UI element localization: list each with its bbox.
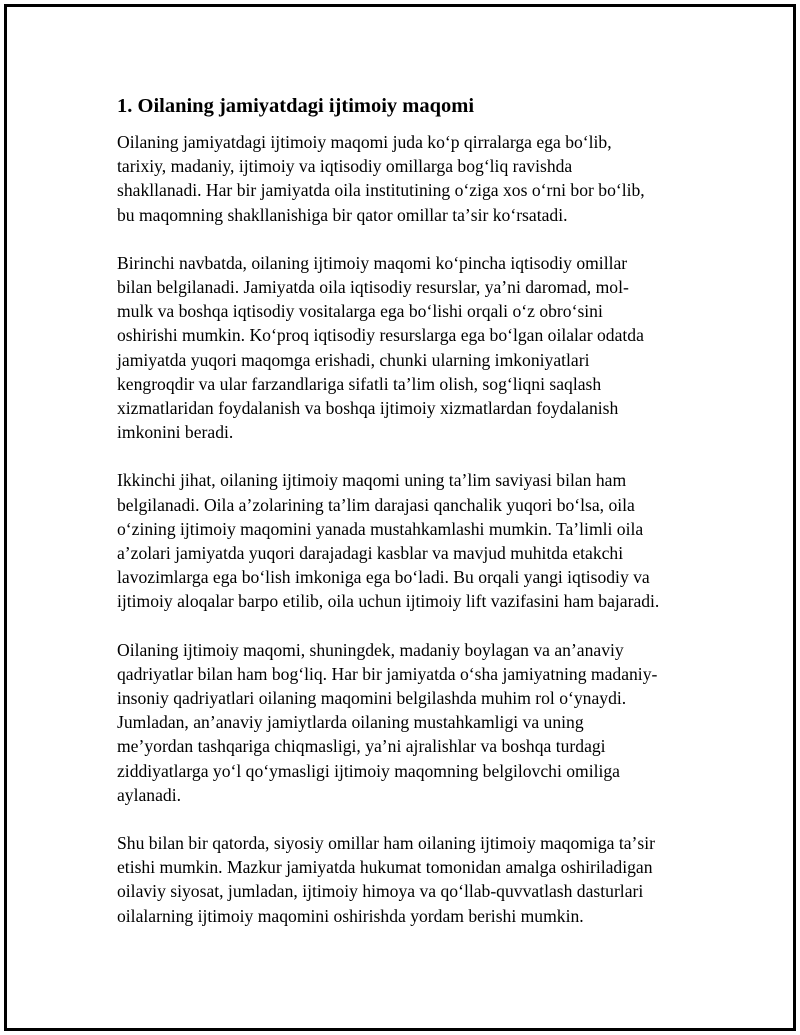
paragraph-line: meʼyordan tashqariga chiqmasligi, yaʼni ajralishlar va boshqa turdagi [117,736,606,757]
paragraph-line: Ikkinchi jihat, oilaning ijtimoiy maqomi uning taʼlim saviyasi bilan ham [117,470,627,491]
document-body [117,92,697,952]
paragraph-line: ziddiyatlarga yoʻl qoʻymasligi ijtimoiy maqomning belgilovchi omiliga [117,760,620,781]
paragraph-line: bu maqomning shakllanishiga bir qator omillar taʼsir koʻrsatadi. [117,204,568,225]
paragraph-line: aʼzolari jamiyatda yuqori darajadagi kasblar va mavjud muhitda etakchi [117,543,624,564]
paragraph-line: aylanadi. [117,784,181,805]
paragraph-line: lavozimlarga ega boʻlish imkoniga ega boʻladi. Bu orqali yangi iqtisodiy va [117,567,650,588]
paragraph-line: Birinchi navbatda, oilaning ijtimoiy maqomi koʻpincha iqtisodiy omillar [117,252,628,273]
paragraph-line: etishi mumkin. Mazkur jamiyatda hukumat tomonidan amalga oshiriladigan [117,857,653,878]
paragraph-line: jamiyatda yuqori maqomga erishadi, chunki ularning imkoniyatlari [117,349,590,370]
paragraph-line: bilan belgilanadi. Jamiyatda oila iqtisodiy resurslar, yaʼni daromad, mol- [117,277,629,298]
paragraph-line: oilaviy siyosat, jumladan, ijtimoiy himoya va qoʻllab-quvvatlash dasturlari [117,881,644,902]
paragraph-1 [117,130,697,227]
paragraph-2 [117,251,697,445]
paragraph-line: Oilaning jamiyatdagi ijtimoiy maqomi juda koʻp qirralarga ega boʻlib, [117,132,612,152]
paragraph-5 [117,831,697,928]
paragraph-line: xizmatlaridan foydalanish va boshqa ijtimoiy xizmatlardan foydalanish [117,398,619,419]
paragraph-4 [117,638,697,807]
paragraph-line: Jumladan, anʼanaviy jamiytlarda oilaning mustahkamligi va uning [117,712,584,733]
paragraph-line: mulk va boshqa iqtisodiy vositalarga ega boʻlishi orqali oʻz obroʻsini [117,301,603,322]
paragraph-3 [117,468,697,613]
paragraph-line: oilalarning ijtimoiy maqomini oshirishda yordam berishi mumkin. [117,905,584,926]
paragraph-line: shakllanadi. Har bir jamiyatda oila institutining oʻziga xos oʻrni bor boʻlib, [117,180,645,201]
paragraph-line: Shu bilan bir qatorda, siyosiy omillar ham oilaning ijtimoiy maqomiga taʼsir [117,833,656,854]
paragraph-line: kengroqdir va ular farzandlariga sifatli taʼlim olish, sogʻliqni saqlash [117,373,602,394]
paragraph-line: belgilanadi. Oila aʼzolarining taʼlim darajasi qanchalik yuqori boʻlsa, oila [117,494,635,515]
paragraph-line: oshirishi mumkin. Koʻproq iqtisodiy resurslarga ega boʻlgan oilalar odatda [117,325,644,346]
paragraph-line: qadriyatlar bilan ham bogʻliq. Har bir jamiyatda oʻsha jamiyatning madaniy- [117,663,658,684]
paragraph-line: insoniy qadriyatlari oilaning maqomini belgilashda muhim rol oʻynaydi. [117,688,627,709]
paragraph-line: Oilaning ijtimoiy maqomi, shuningdek, madaniy boylagan va anʼanaviy [117,639,624,660]
section-heading: 1. Oilaning jamiyatdagi ijtimoiy maqomi [117,95,475,117]
paragraph-line: ijtimoiy aloqalar barpo etilib, oila uchun ijtimoiy lift vazifasini ham bajaradi. [117,591,660,612]
paragraph-line: oʻzining ijtimoiy maqomini yanada mustahkamlashi mumkin. Taʼlimli oila [117,518,644,539]
paragraph-line: tarixiy, madaniy, ijtimoiy va iqtisodiy omillarga bogʻliq ravishda [117,156,573,177]
paragraph-line: imkonini beradi. [117,422,234,443]
